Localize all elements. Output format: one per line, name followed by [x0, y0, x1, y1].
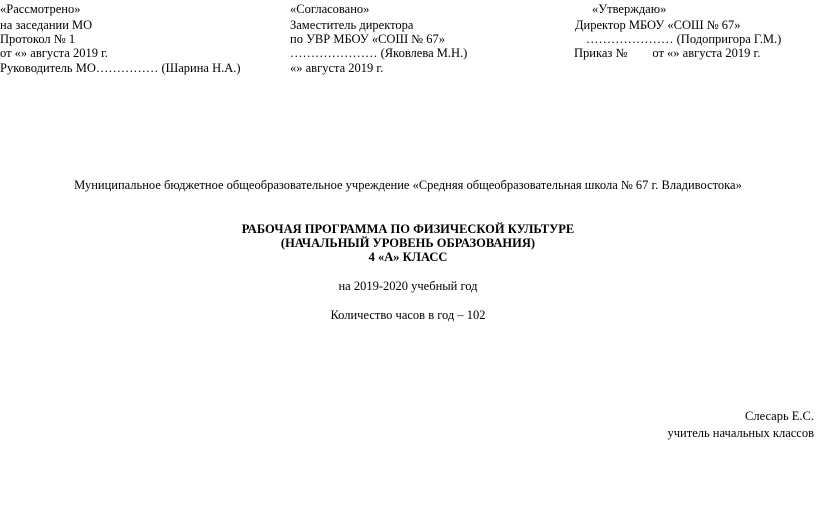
agreed-heading: «Согласовано»	[290, 2, 370, 16]
author-position: учитель начальных классов	[667, 426, 814, 440]
approved-signature: ………………… (Подопригора Г.М.)	[586, 32, 782, 46]
agreed-date: «» августа 2019 г.	[290, 61, 384, 75]
agreed-position: Заместитель директора	[290, 18, 414, 32]
reviewed-protocol: Протокол № 1	[0, 32, 76, 46]
hours-per-year: Количество часов в год – 102	[330, 308, 486, 322]
approved-order: Приказ № от «» августа 2019 г.	[574, 46, 761, 60]
school-year: на 2019-2020 учебный год	[338, 279, 478, 293]
approved-position: Директор МБОУ «СОШ № 67»	[575, 18, 741, 32]
reviewed-head-signature: Руководитель МО…………… (Шарина Н.А.)	[0, 61, 241, 75]
reviewed-date: от «» августа 2019 г.	[0, 46, 108, 60]
reviewed-heading: «Рассмотрено»	[0, 2, 81, 16]
reviewed-meeting: на заседании МО	[0, 18, 93, 32]
program-title-line3: 4 «А» КЛАСС	[368, 250, 448, 264]
approved-heading: «Утверждаю»	[592, 2, 667, 16]
author-name: Слесарь Е.С.	[745, 409, 814, 423]
program-title-line2: (НАЧАЛЬНЫЙ УРОВЕНЬ ОБРАЗОВАНИЯ)	[280, 236, 536, 250]
agreed-department: по УВР МБОУ «СОШ № 67»	[290, 32, 445, 46]
program-title-line1: РАБОЧАЯ ПРОГРАММА ПО ФИЗИЧЕСКОЙ КУЛЬТУРЕ	[241, 222, 575, 236]
agreed-signature: ………………… (Яковлева М.Н.)	[290, 46, 468, 60]
institution-name: Муниципальное бюджетное общеобразовательное учреждение «Средняя общеобразовательная школа № 67 г. Владивостока»	[74, 178, 742, 192]
